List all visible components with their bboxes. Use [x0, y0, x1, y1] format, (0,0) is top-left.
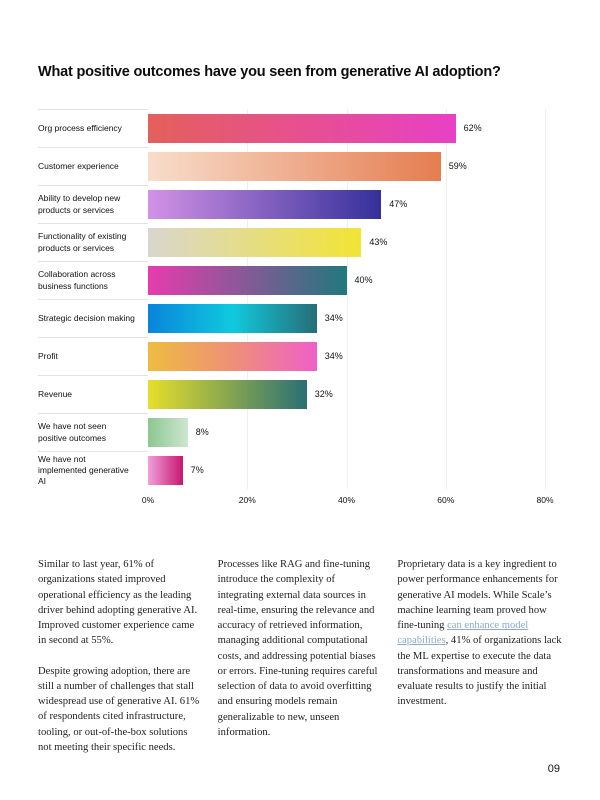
- x-axis-tick: 0%: [141, 495, 155, 505]
- page-title: What positive outcomes have you seen from generative AI adoption?: [38, 64, 501, 80]
- paragraph: Despite growing adoption, there are still a number of challenges that stall widespread use of generative AI. 61% of respondents cited infrastructure, tooling, or out-of-the-box solutions not meeting their specific needs.: [38, 665, 200, 753]
- bar-value-label: 32%: [314, 389, 333, 399]
- bar-value-label: 8%: [195, 427, 209, 437]
- x-axis: [141, 495, 554, 515]
- bar: [148, 228, 361, 257]
- bar-value-label: 34%: [324, 351, 343, 361]
- chart-row: [38, 375, 562, 413]
- bar: [148, 418, 188, 447]
- chart-row: [38, 261, 562, 299]
- bar-value-label: 59%: [448, 161, 467, 171]
- capabilities-link[interactable]: can enhance model capabilities: [397, 620, 529, 647]
- bar-track: [148, 261, 545, 299]
- text-column-3: [397, 557, 562, 770]
- bar: [148, 190, 381, 219]
- bar: [148, 380, 307, 409]
- page-number: 09: [547, 763, 560, 775]
- x-axis-tick: 80%: [536, 495, 554, 505]
- chart-row: [38, 413, 562, 451]
- chart-rows: [38, 109, 562, 489]
- bar: [148, 114, 456, 143]
- chart-row: [38, 299, 562, 337]
- paragraph-text: , 41% of organizations lack the ML expertise to execute the data transformations and measure and evaluate results to justify the initial investment.: [397, 635, 562, 708]
- bar-value-label: 7%: [190, 465, 204, 475]
- bar-value-label: 34%: [324, 313, 343, 323]
- chart-row: [38, 337, 562, 375]
- x-axis-tick: 20%: [238, 495, 256, 505]
- x-axis-tick: 60%: [437, 495, 455, 505]
- bar-track: [148, 299, 545, 337]
- x-axis-tick: 40%: [337, 495, 356, 505]
- bar-label: Org process efficiency: [38, 109, 148, 147]
- bar-label: We have not seen positive outcomes: [38, 413, 148, 451]
- bar-chart: [38, 109, 562, 515]
- bar-label: Collaboration across business functions: [38, 261, 148, 299]
- bar-value-label: 47%: [389, 199, 408, 209]
- bar-track: [148, 451, 545, 489]
- bar-track: [148, 147, 545, 185]
- paragraph: [397, 557, 562, 710]
- chart-row: [38, 223, 562, 261]
- bar-track: [148, 375, 545, 413]
- bar-track: [148, 337, 545, 375]
- bar-value-label: 43%: [369, 237, 388, 247]
- paragraph-text: Proprietary data is a key ingredient to power performance enhancements for generative AI models. While Scale’s machine learning team proved how fine-tuning: [397, 559, 558, 631]
- bar: [148, 342, 317, 371]
- bar-value-label: 62%: [463, 123, 482, 133]
- bar: [148, 266, 347, 295]
- text-column-1: [38, 557, 203, 770]
- bar-value-label: 40%: [354, 275, 373, 285]
- chart-row: [38, 109, 562, 147]
- chart-row: [38, 147, 562, 185]
- bar: [148, 304, 317, 333]
- bar-label: Strategic decision making: [38, 299, 148, 337]
- text-column-2: [218, 557, 383, 770]
- bar: [148, 456, 183, 485]
- bar-label: Ability to develop new products or services: [38, 185, 148, 223]
- paragraph: Similar to last year, 61% of organizations stated improved operational efficiency as the leading driver behind adopting generative AI. Improved customer experience came in second at 55%.: [38, 559, 198, 647]
- chart-row: [38, 451, 562, 489]
- bar-label: Profit: [38, 337, 148, 375]
- paragraph: Processes like RAG and fine-tuning introduce the complexity of integrating external data sources in real-time, ensuring the relevance and accuracy of retrieved information, managing additional computational costs, and addressing potential biases or errors. Fine-tuning requires careful selection of data to avoid overfitting and ensuring models remain generalizable to new, unseen information.: [217, 559, 378, 738]
- bar-track: [148, 413, 545, 451]
- bar-track: [148, 185, 545, 223]
- bar-track: [148, 223, 545, 261]
- body-text-columns: [38, 557, 562, 770]
- chart-row: [38, 185, 562, 223]
- bar-label: We have not implemented generative AI: [38, 451, 148, 489]
- bar-label: Customer experience: [38, 147, 148, 185]
- bar-label: Functionality of existing products or services: [38, 223, 148, 261]
- bar-label: Revenue: [38, 375, 148, 413]
- bar-track: [148, 109, 545, 147]
- bar: [148, 152, 441, 181]
